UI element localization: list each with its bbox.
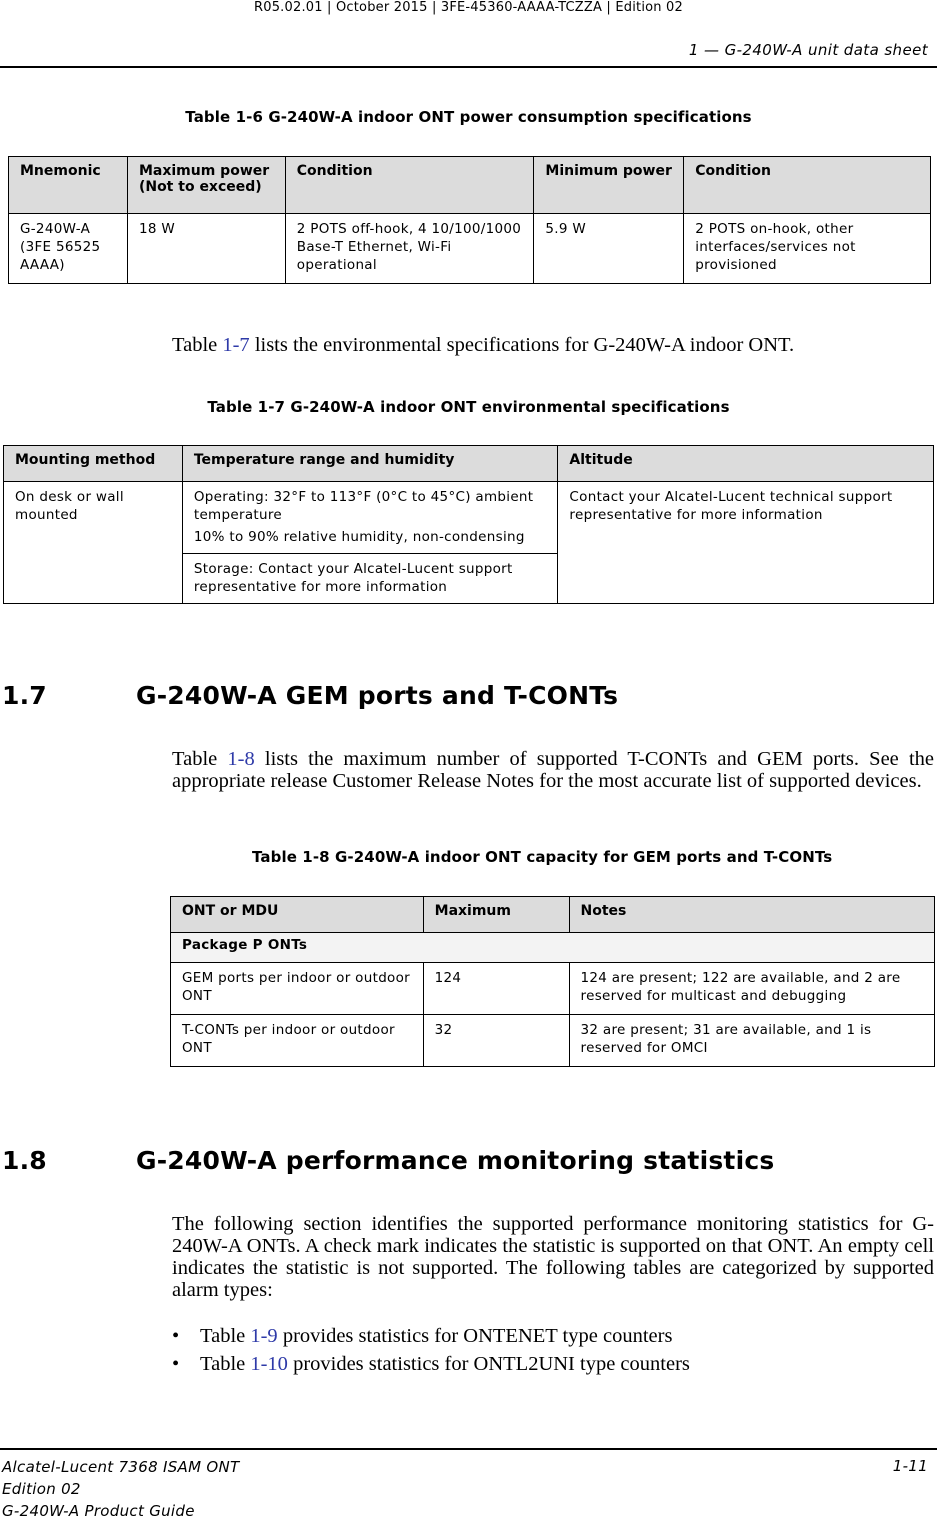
- footer-rule: [0, 1448, 937, 1450]
- bullet-icon: •: [172, 1353, 180, 1375]
- table-reference-link[interactable]: 1-10: [250, 1353, 288, 1375]
- header-rule: [0, 66, 937, 68]
- section-title: G-240W-A performance monitoring statistics: [136, 1146, 775, 1175]
- table-reference-link[interactable]: 1-9: [250, 1325, 278, 1347]
- header-maximum: Maximum: [423, 897, 569, 933]
- cell-maximum: 32: [423, 1015, 569, 1067]
- header-condition: Condition: [285, 157, 534, 214]
- table-1-6-caption: Table 1-6 G-240W-A indoor ONT power consumption specifications: [185, 108, 752, 126]
- cell-notes: 32 are present; 31 are available, and 1 is reserved for OMCI: [569, 1015, 934, 1067]
- footer-edition: Edition 02: [2, 1480, 81, 1498]
- header-ont-or-mdu: ONT or MDU: [171, 897, 424, 933]
- text: provides statistics for ONTL2UNI type counters: [287, 1353, 690, 1375]
- page-number: 1-11: [892, 1457, 928, 1475]
- header-notes: Notes: [569, 897, 934, 933]
- cell-ont: T-CONTs per indoor or outdoor ONT: [171, 1015, 424, 1067]
- table-reference-link[interactable]: 1-8: [227, 748, 255, 770]
- header-altitude: Altitude: [558, 446, 934, 482]
- table-1-8: [170, 896, 935, 1067]
- paragraph-table-1-7-intro: [172, 334, 932, 356]
- text: Table: [200, 1353, 251, 1375]
- table-reference-link[interactable]: 1-7: [222, 334, 250, 356]
- header-mnemonic: Mnemonic: [9, 157, 128, 214]
- cell-condition: 2 POTS on-hook, other interfaces/services not provisioned: [684, 214, 931, 284]
- document-id: R05.02.01 | October 2015 | 3FE-45360-AAAA-TCZZA | Edition 02: [254, 0, 683, 15]
- table-1-6: [8, 156, 931, 284]
- table-1-8-caption: Table 1-8 G-240W-A indoor ONT capacity for GEM ports and T-CONTs: [252, 848, 833, 866]
- group-row: Package P ONTs: [171, 933, 935, 963]
- text: provides statistics for ONTENET type counters: [277, 1325, 673, 1347]
- list-item: [172, 1350, 690, 1378]
- cell-maximum: 124: [423, 963, 569, 1015]
- chapter-title: 1 — G-240W-A unit data sheet: [688, 41, 928, 59]
- header-min-power: Minimum power: [534, 157, 684, 214]
- header-condition: Condition: [684, 157, 931, 214]
- list-item: [172, 1322, 690, 1350]
- footer-product: Alcatel-Lucent 7368 ISAM ONT: [2, 1458, 240, 1476]
- cell-altitude: Contact your Alcatel-Lucent technical support representative for more information: [558, 482, 934, 604]
- text: Table: [172, 334, 223, 356]
- text: Table: [172, 748, 228, 770]
- operating-temperature: Operating: 32°F to 113°F (0°C to 45°C) ambient temperature: [193, 489, 534, 523]
- humidity: 10% to 90% relative humidity, non-condensing: [193, 529, 525, 545]
- text: lists the environmental specifications for G-240W-A indoor ONT.: [249, 334, 795, 356]
- paragraph-section-1-7: [172, 748, 934, 792]
- section-heading-1-7: [2, 681, 618, 710]
- table-row: [171, 963, 935, 1015]
- cell-max-power: 18 W: [127, 214, 285, 284]
- cell-mounting: On desk or wall mounted: [4, 482, 183, 604]
- cell-ont: GEM ports per indoor or outdoor ONT: [171, 963, 424, 1015]
- section-number: 1.7: [2, 681, 47, 710]
- paragraph-section-1-8: The following section identifies the supported performance monitoring statistics for G-240W-A ONTs. A check mark indicates the statistic is supported on that ONT. An empty cell indicates the statistic is not supported. The following tables are categorized by supported alarm types:: [172, 1213, 934, 1301]
- table-1-7-caption: Table 1-7 G-240W-A indoor ONT environmental specifications: [207, 398, 730, 416]
- cell-notes: 124 are present; 122 are available, and 2 are reserved for multicast and debugging: [569, 963, 934, 1015]
- footer-guide: G-240W-A Product Guide: [2, 1502, 195, 1520]
- table-1-7: [3, 445, 934, 604]
- table-row: [4, 482, 934, 554]
- bullet-icon: •: [172, 1325, 180, 1347]
- text: lists the maximum number of supported T-CONTs and GEM ports. See the appropriate release Customer Release Notes for the most accurate list of supported devices.: [172, 748, 935, 792]
- bullet-list: [172, 1322, 690, 1378]
- table-row: [171, 1015, 935, 1067]
- header-max-power: Maximum power (Not to exceed): [127, 157, 285, 214]
- cell-storage: Storage: Contact your Alcatel-Lucent support representative for more information: [182, 554, 558, 604]
- section-heading-1-8: [2, 1146, 774, 1175]
- header-temperature: Temperature range and humidity: [182, 446, 558, 482]
- section-title: G-240W-A GEM ports and T-CONTs: [136, 681, 619, 710]
- cell-mnemonic: G-240W-A (3FE 56525 AAAA): [9, 214, 128, 284]
- header-mounting-method: Mounting method: [4, 446, 183, 482]
- section-number: 1.8: [2, 1146, 47, 1175]
- text: Table: [200, 1325, 251, 1347]
- cell-operating: [182, 482, 558, 554]
- table-row: [9, 214, 931, 284]
- cell-condition: 2 POTS off-hook, 4 10/100/1000 Base-T Ethernet, Wi-Fi operational: [285, 214, 534, 284]
- cell-min-power: 5.9 W: [534, 214, 684, 284]
